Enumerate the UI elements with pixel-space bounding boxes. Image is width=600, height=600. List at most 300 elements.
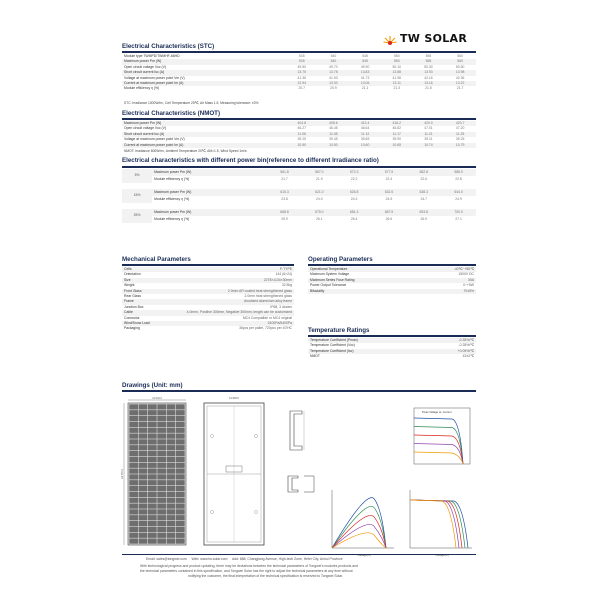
mechanical-title: Mechanical Parameters [122, 256, 191, 263]
bifacial-row [122, 189, 476, 196]
solar-cell [139, 451, 148, 456]
bifacial-row-label: Maximum power Pm (W) [152, 189, 267, 196]
mechanical-label: Size [122, 278, 159, 283]
solar-cell [167, 538, 176, 543]
solar-cell [176, 527, 185, 532]
temperature-value: 43±2℃ [462, 354, 474, 359]
bifacial-cell: 24.7 [420, 196, 428, 201]
solar-cell [176, 486, 185, 491]
solar-cell [129, 486, 138, 491]
mechanical-value: 2278×1134×30mm [159, 278, 294, 283]
stc-cell: 550 [381, 59, 413, 64]
solar-cell [139, 480, 148, 485]
bifacial-cell: 626.8 [337, 189, 372, 196]
solar-cell [157, 433, 166, 438]
stc-cell: 13.11 [381, 81, 413, 86]
mechanical-label: Weight [124, 283, 135, 288]
solar-cell [139, 468, 148, 473]
mechanical-value: 2400Pa/5400Pa [159, 321, 294, 326]
bifacial-cell: 700.0 [441, 209, 476, 216]
solar-cell [176, 515, 185, 520]
drawings-rule [122, 390, 476, 392]
stc-cell: 50.50 [455, 64, 465, 69]
nmot-cell: 11.08 [318, 132, 350, 137]
stc-note: STC: Irradiance 1000W/m², Cell Temperature 25℃, Air Mass 1.5, Measuring tolerance: ±3% [124, 101, 259, 105]
stc-cell: 49.70 [329, 64, 338, 69]
stc-cell: 50.10 [392, 64, 402, 69]
solar-cell [157, 538, 166, 543]
solar-cell [129, 480, 138, 485]
solar-cell [129, 457, 138, 462]
solar-cell [148, 439, 157, 444]
nmot-cell: 416.2 [381, 121, 413, 126]
bifacial-cell: 588.0 [441, 169, 476, 176]
solar-cell [129, 521, 138, 526]
solar-cell [148, 410, 157, 415]
bifacial-row-label: Module efficiency η (%) [154, 176, 190, 181]
solar-cell [167, 468, 176, 473]
stc-cell: 21.5 [425, 86, 432, 91]
iv-temp-curve [410, 500, 456, 548]
temperature-value: +0.05%/℃ [429, 349, 476, 354]
mechanical-value: MC4 Compatible or MC4 original [242, 315, 292, 320]
solar-cell [157, 503, 166, 508]
stc-cell: 13.93 [413, 70, 445, 75]
mechanical-row [122, 326, 294, 331]
stc-row-label: Voltage at maximum power point Vm (V) [124, 75, 185, 80]
solar-cell [148, 474, 157, 479]
solar-cell [157, 533, 166, 538]
solar-cell [139, 521, 148, 526]
bifacial-cell: 582.8 [406, 169, 441, 176]
solar-cell [176, 463, 185, 468]
bifacial-cell: 681.3 [337, 209, 372, 216]
nmot-row-label: Short circuit current Isc (A) [122, 132, 286, 137]
temperature-label: Temperature Coefficient (Voc) [310, 343, 355, 348]
solar-cell [139, 515, 148, 520]
operating-value: 1500V DC [458, 272, 474, 277]
bifacial-cell: 24.0 [316, 196, 323, 201]
solar-cell [129, 509, 138, 514]
solar-cell [139, 492, 148, 497]
bifacial-row-label: Maximum power Pm (W) [152, 209, 267, 216]
bifacial-cell: 572.3 [337, 169, 372, 176]
solar-cell [148, 463, 157, 468]
solar-cell [176, 503, 185, 508]
solar-cell [148, 509, 157, 514]
footer-web[interactable]: Web: www.tw-solar.com [191, 557, 228, 561]
solar-cell [176, 428, 185, 433]
solar-cell [129, 422, 138, 427]
operating-value: 70±5% [420, 289, 476, 294]
chart2-xlabel: Voltage(V) [356, 553, 372, 557]
temperature-label: Temperature Coefficient (Isc) [308, 349, 429, 354]
iv-temp-curve [410, 500, 462, 548]
solar-cell [148, 416, 157, 421]
nmot-cell: 46.45 [329, 126, 338, 131]
solar-cell [157, 515, 166, 520]
solar-cell [148, 486, 157, 491]
temperature-label: Temperature Coefficient (Pmax) [308, 338, 429, 343]
solar-cell [176, 480, 185, 485]
bifacial-row [122, 196, 476, 203]
bifacial-row-label: Module efficiency η (%) [154, 196, 190, 201]
nmot-cell: 39.25 [455, 137, 465, 142]
bifacial-cell: 638.3 [406, 189, 441, 196]
solar-cell [129, 416, 138, 421]
solar-cell [129, 410, 138, 415]
temperature-value: -0.35%/℃ [429, 338, 476, 343]
bifacial-cell: 23.8 [281, 196, 288, 201]
solar-cell [129, 433, 138, 438]
mechanical-value: 32.5kg [281, 283, 292, 288]
solar-cell [176, 509, 185, 514]
stc-cell: 50.30 [424, 64, 433, 69]
solar-cell [148, 515, 157, 520]
mechanical-table [122, 267, 294, 332]
mechanical-label: Frame [122, 299, 159, 304]
temperature-value: -0.28%/℃ [458, 343, 474, 348]
stc-cell: 13.98 [444, 70, 476, 75]
bifacial-cell: 26.4 [350, 216, 358, 221]
solar-cell [167, 428, 176, 433]
bifacial-rule [122, 166, 476, 168]
irradiance-ratio-label: 25% [122, 209, 152, 223]
stc-power-header: 555 [425, 53, 432, 58]
solar-cell [157, 445, 166, 450]
mechanical-label: Wind/Snow Load [122, 321, 159, 326]
brand-logo [383, 32, 467, 45]
stc-row-label: Current at maximum power point Im (A) [122, 81, 286, 86]
solar-cell [167, 527, 176, 532]
nmot-cell: 39.11 [424, 137, 433, 142]
solar-cell [129, 498, 138, 503]
bifacial-row-label: Maximum power Pm (W) [152, 169, 267, 176]
solar-cell [176, 533, 185, 538]
bifacial-cell: 26.1 [316, 216, 323, 221]
nmot-cell: 47.20 [455, 126, 465, 131]
stc-cell: 560 [444, 59, 476, 64]
solar-cell [157, 521, 166, 526]
solar-cell [139, 416, 148, 421]
nmot-cell: 423.7 [444, 121, 476, 126]
datasheet-page [118, 26, 480, 582]
iv-temp-curve [410, 500, 465, 548]
stc-cell: 21.1 [361, 86, 369, 91]
solar-cell [129, 492, 138, 497]
solar-cell [167, 509, 176, 514]
stc-power-header: 540 [330, 53, 337, 58]
stc-row-label: Short circuit current Isc (A) [122, 70, 286, 75]
stc-row [122, 86, 476, 91]
stc-row-label: Maximum power Pm (W) [122, 59, 286, 64]
mechanical-rule [122, 264, 294, 266]
solar-cell [167, 457, 176, 462]
mechanical-value: IP68, 3 diodes [270, 304, 292, 309]
nmot-cell: 11.25 [444, 132, 476, 137]
nmot-cell: 11.12 [349, 132, 381, 137]
solar-cell [176, 492, 185, 497]
solar-cell [148, 498, 157, 503]
chart3-xlabel: Voltage(V) [434, 553, 450, 557]
solar-cell [148, 533, 157, 538]
stc-cell: 49.50 [297, 64, 306, 69]
solar-cell [176, 433, 185, 438]
drawings-title: Drawings (Unit: mm) [122, 382, 183, 389]
bifacial-cell: 693.8 [406, 209, 441, 216]
stc-cell: 13.06 [349, 81, 381, 86]
solar-cell [157, 404, 166, 409]
nmot-cell: 420.0 [413, 121, 445, 126]
stc-power-header: 550 [393, 53, 400, 58]
solar-cell [139, 533, 148, 538]
operating-value: 30A [420, 278, 476, 283]
solar-cell [139, 527, 148, 532]
pv-curve [332, 506, 386, 548]
module-front-drawing [122, 396, 192, 551]
solar-cell [148, 538, 157, 543]
solar-cell [176, 416, 185, 421]
stc-cell: 13.16 [413, 81, 445, 86]
stc-cell: 41.36 [297, 75, 306, 80]
temperature-table [308, 338, 476, 360]
bifacial-cell: 675.0 [302, 209, 337, 216]
solar-cell [157, 422, 166, 427]
solar-cell [157, 492, 166, 497]
iv-temp-curve [410, 500, 468, 548]
solar-cell [157, 480, 166, 485]
stc-row-label: Module efficiency η (%) [124, 86, 160, 91]
solar-cell [139, 428, 148, 433]
nmot-row-label: Open circuit voltage Voc (V) [124, 126, 167, 131]
solar-cell [176, 521, 185, 526]
nmot-cell: 412.4 [349, 121, 381, 126]
stc-cell: 42.36 [455, 75, 465, 80]
solar-cell [157, 451, 166, 456]
mechanical-value: 36pcs per pallet, 720pcs per 40'HC [239, 326, 292, 331]
dim-inner-label: 1048±2 [229, 396, 239, 400]
stc-cell: 545 [349, 59, 381, 64]
stc-cell: 41.96 [392, 75, 402, 80]
nmot-rule [122, 118, 476, 120]
operating-title: Operating Parameters [308, 256, 373, 263]
nmot-note: NMOT: Irradiance 800W/m², Ambient Temperature 20℃, AM=1.5, Wind Speed 1m/s [124, 149, 247, 153]
stc-cell: 41.53 [329, 75, 338, 80]
nmot-cell: 10.79 [444, 143, 476, 148]
bifacial-row [122, 169, 476, 176]
solar-cell [129, 439, 138, 444]
operating-label: Power Output Tolerance [310, 283, 347, 288]
bifacial-cell: 26.6 [385, 216, 393, 221]
mechanical-value: 2.0mm AR coated heat strengthened glass [159, 289, 294, 294]
solar-cell [157, 457, 166, 462]
solar-cell [129, 445, 138, 450]
solar-cell [129, 533, 138, 538]
solar-cell [139, 445, 148, 450]
nmot-cell: 46.82 [392, 126, 402, 131]
solar-cell [157, 468, 166, 473]
stc-cell: 13.00 [318, 81, 350, 86]
solar-cell [148, 503, 157, 508]
bifacial-row [122, 176, 476, 183]
solar-cell [167, 498, 176, 503]
solar-cell [176, 404, 185, 409]
stc-cell: 13.78 [318, 70, 350, 75]
solar-cell [176, 538, 185, 543]
nmot-cell: 11.21 [413, 132, 445, 137]
solar-cell [129, 463, 138, 468]
solar-cell [148, 521, 157, 526]
solar-cell [176, 468, 185, 473]
stc-cell: 540 [318, 59, 350, 64]
stc-cell: 535 [286, 59, 318, 64]
module-type-label: Module type TWMPD/TWMHF-66HD [124, 53, 180, 58]
stc-cell: 20.9 [330, 86, 337, 91]
nmot-cell: 39.45 [329, 137, 338, 142]
bifacial-table [122, 169, 476, 229]
solar-cell [148, 451, 157, 456]
nmot-row-label: Voltage at maximum power point Vm (V) [124, 137, 185, 142]
solar-cell [129, 503, 138, 508]
solar-cell [148, 527, 157, 532]
mechanical-label: Cells [122, 267, 159, 272]
temperature-title: Temperature Ratings [308, 327, 370, 334]
bifacial-row [122, 209, 476, 216]
mechanical-label: Rear Glass [124, 293, 141, 298]
solar-cell [148, 422, 157, 427]
solar-cell [167, 451, 176, 456]
iv-irradiance-chart [408, 404, 474, 474]
nmot-table [122, 121, 476, 148]
bifacial-row [122, 216, 476, 223]
mechanical-value: 2.0mm heat strengthened glass [244, 293, 292, 298]
solar-cell [139, 463, 148, 468]
nmot-cell: 408.6 [318, 121, 350, 126]
bifacial-row-label: Module efficiency η (%) [154, 216, 190, 221]
solar-cell [167, 416, 176, 421]
solar-cell [176, 498, 185, 503]
mechanical-value: Anodized aluminium alloy frame [159, 299, 294, 304]
temperature-rule [308, 335, 476, 337]
nmot-row-label: Current at maximum power point Im (A) [122, 143, 286, 148]
bifacial-cell: 27.1 [455, 216, 462, 221]
footer-disclaimer-2: the technical parameters contained in this specification, and Tongwei Solar has the right to adjust the technical parameters at any time without [140, 569, 353, 573]
bifacial-cell: 632.5 [372, 189, 407, 196]
brand-name: TW SOLAR [400, 32, 468, 45]
bifacial-cell: 621.0 [302, 189, 337, 196]
nmot-cell: 10.60 [349, 143, 381, 148]
solar-cell [139, 457, 148, 462]
solar-cell [129, 451, 138, 456]
solar-cell [176, 457, 185, 462]
temperature-label: NMOT [310, 354, 320, 359]
chart1-title: Pmax Voltage vs. Current [422, 411, 452, 414]
solar-cell [148, 468, 157, 473]
operating-row [308, 289, 476, 294]
solar-cell [148, 480, 157, 485]
solar-cell [167, 410, 176, 415]
stc-cell: 13.75 [286, 70, 318, 75]
footer-address: Add: 888, Changjiang Avenue, High-tech Zone, Hefei City, Anhui Province [231, 557, 343, 561]
bifacial-cell: 22.4 [385, 176, 393, 181]
bifacial-cell: 24.5 [385, 196, 393, 201]
solar-cell [176, 410, 185, 415]
footer-disclaimer-3: notifying the customer, the final interpretation of the technical specification is reserved to Tongwei Solar. [188, 574, 344, 578]
nmot-cell: 39.25 [297, 137, 306, 142]
solar-cell [129, 515, 138, 520]
footer-rule [122, 554, 476, 555]
nmot-cell: 47.01 [424, 126, 433, 131]
irradiance-ratio-label: 5% [122, 169, 152, 183]
stc-cell: 12.94 [286, 81, 318, 86]
solar-cell [139, 498, 148, 503]
iv-temperature-chart [402, 486, 476, 560]
bifacial-cell: 615.3 [267, 189, 302, 196]
frame-section-drawing [280, 406, 320, 506]
solar-cell [129, 538, 138, 543]
stc-power-header: 535 [298, 53, 305, 58]
nmot-cell: 46.64 [360, 126, 370, 131]
solar-cell [129, 527, 138, 532]
bifacial-cell: 644.0 [441, 189, 476, 196]
stc-power-header: 545 [362, 53, 368, 58]
solar-cell [157, 474, 166, 479]
solar-cell [157, 527, 166, 532]
mechanical-label: Cable [122, 310, 159, 315]
solar-cell [157, 416, 166, 421]
sun-logo-icon [383, 34, 397, 44]
solar-cell [139, 422, 148, 427]
solar-cell [148, 457, 157, 462]
mechanical-label: Junction Box [124, 304, 144, 309]
solar-cell [139, 410, 148, 415]
stc-cell: 49.90 [360, 64, 370, 69]
stc-cell: 13.83 [349, 70, 381, 75]
bifacial-cell: 24.9 [455, 196, 462, 201]
bifacial-cell: 561.8 [267, 169, 302, 176]
operating-value: 0~+5W [463, 283, 474, 288]
solar-cell [129, 468, 138, 473]
nmot-title: Electrical Characteristics (NMOT) [122, 110, 221, 117]
solar-cell [167, 492, 176, 497]
solar-cell [129, 404, 138, 409]
stc-cell: 13.88 [381, 70, 413, 75]
mechanical-label: Packaging [124, 326, 140, 331]
module-back-drawing [198, 396, 270, 551]
bifacial-cell: 22.8 [455, 176, 462, 181]
nmot-cell: 11.06 [286, 132, 318, 137]
stc-cell: 20.7 [298, 86, 306, 91]
bifacial-cell: 26.9 [420, 216, 428, 221]
dim-width-label: 1134±2 [152, 396, 162, 400]
solar-cell [157, 439, 166, 444]
solar-cell [129, 428, 138, 433]
solar-cell [176, 422, 185, 427]
solar-cell [148, 445, 157, 450]
bifacial-cell: 567.0 [302, 169, 337, 176]
footer-contact [146, 557, 343, 561]
operating-value: -40℃~+85℃ [420, 267, 476, 272]
solar-cell [157, 509, 166, 514]
stc-row-label: Open circuit voltage Voc (V) [124, 64, 167, 69]
mechanical-label: Front Glass [122, 289, 159, 294]
dim-height-label: 2278±2 [120, 469, 124, 479]
nmot-cell: 39.65 [360, 137, 370, 142]
bifacial-cell: 25.9 [281, 216, 288, 221]
footer-email[interactable]: Email: sales@tongwei.com [146, 557, 187, 561]
bifacial-cell: 22.6 [420, 176, 428, 181]
solar-cell [139, 474, 148, 479]
